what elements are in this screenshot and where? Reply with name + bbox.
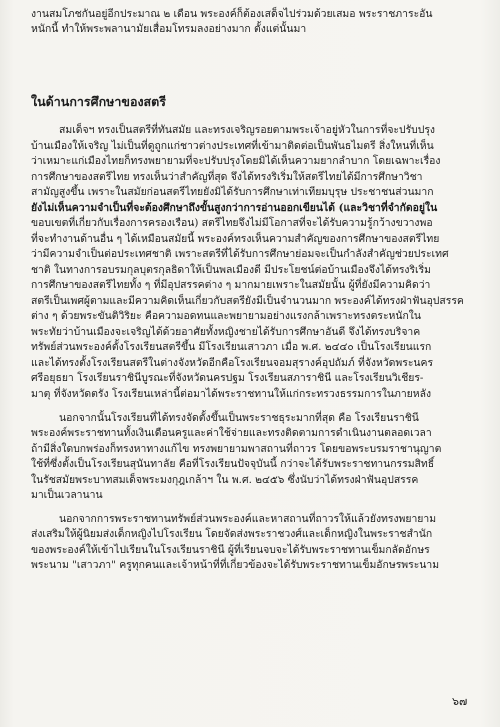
text-line: ศรีอยุธยา โรงเรียนราชินีบูรณะที่จังหวัดนครปฐม โรงเรียนสภาราชินี และโรงเรียนวิเชียร- [31, 372, 424, 384]
text-line: ทรัพย์ส่วนพระองค์ตั้งโรงเรียนสตรีขึ้น มีโรงเรียนเสาวภา เมื่อ พ.ศ. ๒๔๔๐ เป็นโรงเรียนแรก [31, 341, 432, 353]
text-line: ใช้ที่ซึ่งตั้งเป็นโรงเรียนสุนันทาลัย คือที่โรงเรียนปัจจุบันนี้ กว่าจะได้รับพระราชทานกรรมสิทธิ์ [31, 458, 435, 470]
text-line: สามัญสูงขึ้น เพราะในสมัยก่อนสตรีไทยยังมิได้รับการศึกษาเท่าเทียมบุรุษ ประชาชนส่วนมาก [31, 186, 434, 198]
text-line: สมเด็จฯ ทรงเป็นสตรีที่ทันสมัย และทรงเจริญรอยตามพระเจ้าอยู่หัวในการที่จะปรับปรุง [59, 124, 436, 136]
text-line: ที่จะทำงานด้านอื่น ๆ ได้เหมือนสมัยนี้ พระองค์ทรงเห็นความสำคัญของการศึกษาของสตรีไทย [31, 233, 440, 245]
text-line: บ้านเมืองให้เจริญ ไม่เป็นที่ดูถูกแก่ชาวต่างประเทศที่เข้ามาติดต่อเป็นพันธไมตรี สิ่งใหนที่เห็น [31, 140, 434, 152]
text-line: พระทัยว่าบ้านเมืองจะเจริญได้ด้วยอาศัยทั้งหญิงชายได้รับการศึกษาอันดี จึงได้ทรงบริจาค [31, 326, 421, 338]
text-line: ว่าเหมาะแก่เมืองไทยก็ทรงพยายามที่จะปรับปรุงโดยมิได้เห็นความยากลำบาก โดยเฉพาะเรื่อง [31, 155, 441, 167]
text-line: นอกจากนั้นโรงเรียนที่ได้ทรงจัดตั้งขึ้นเป็นพระราชธุระมากที่สุด คือ โรงเรียนราชินี [59, 412, 419, 424]
text-line: ว่ามีความจำเป็นต่อประเทศชาติ เพราะสตรีที่ได้รับการศึกษาย่อมจะเป็นกำลังสำคัญช่วยประเทศ [31, 248, 449, 260]
text-line: การศึกษาของสตรีไทย ทรงเห็นว่าสำคัญที่สุด จึงได้ทรงริเริ่มให้สตรีไทยได้มีการศึกษาวิชา [31, 171, 423, 183]
section-heading: ในด้านการศึกษาของสตรี [31, 94, 167, 109]
text-line: การศึกษาของสตรีไทยทั้ง ๆ ที่มีอุปสรรคต่าง ๆ มากมายเพราะในสมัยนั้น ผู้ที่ยังมีความคิดว่า [31, 279, 431, 291]
text-line: มาเป็นเวลานาน [31, 489, 103, 501]
text-line: และได้ทรงตั้งโรงเรียนสตรีในต่างจังหวัดอีกคือโรงเรียนจอมสุรางค์อุปถัมภ์ ที่จังหวัดพระนคร [31, 357, 434, 369]
text-line: ขอบเขตที่เกี่ยวกับเรื่องการครองเรือน) สตรีไทยจึงไม่มีโอกาสที่จะได้รับความรู้กว้างขวางพอ [31, 217, 433, 229]
text-line: ในรัชสมัยพระบาทสมเด็จพระมงกุฎเกล้าฯ ใน พ.ศ. ๒๔๕๖ ซึ่งนับว่าได้ทรงฝ่าฟันอุปสรรค [31, 474, 419, 486]
text-line: ชาติ ในทางการอบรมกุลบุตรกุลธิดาให้เป็นพลเมืองดี มีประโยชน์ต่อบ้านเมืองจึงได้ทรงริเริ่ม [31, 264, 432, 276]
text-line: นอกจากการพระราชทานทรัพย์ส่วนพระองค์และหาสถานที่ถาวรให้แล้วยังทรงพยายาม [59, 513, 437, 525]
text-line: ยังไม่เห็นความจำเป็นที่จะต้องศึกษาถึงขั้นสูงกว่าการอ่านออกเขียนได้ (และวิชาที่จำกัดอยู่ใน [31, 202, 438, 214]
text-line: พระองค์พระราชทานทั้งเงินเดือนครูและค่าใช้จ่ายและทรงติดตามการดำเนินงานตลอดเวลา [31, 427, 432, 439]
text-line: ต่าง ๆ ด้วยพระขันติวิริยะ คือความอดทนและพยายามอย่างแรงกล้าเพราะทรงตระหนักใน [31, 310, 421, 322]
text-line: ของพระองค์ให้เข้าไปเรียนในโรงเรียนราชินี ผู้ที่เรียนจบจะได้รับพระราชทานเข็มกลัดอักษร [31, 544, 430, 556]
text-line: มาตุ ที่จังหวัดตรัง โรงเรียนเหล่านี้ต่อมาได้พระราชทานให้แก่กระทรวงธรรมการในภายหลัง [31, 388, 432, 400]
text-line: งานสมโภชกันอยู่อีกประมาณ ๒ เดือน พระองค์ก็ต้องเสด็จไปร่วมด้วยเสมอ พระราชภาระอัน [31, 8, 433, 20]
text-line: ส่งเสริมให้ผู้นิยมส่งเด็กหญิงไปโรงเรียน โดยจัดส่งพระราชวงศ์และเด็กหญิงในพระราชสำนัก [31, 528, 433, 540]
text-line: สตรีเป็นเพศผู้ตามและมีความคิดเห็นเกี่ยวกับสตรียังมีเป็นจำนวนมาก พระองค์ได้ทรงฝ่าฟันอุปสรรค [31, 295, 464, 307]
text-line: หนักนี้ ทำให้พระพลานามัยเสื่อมโทรมลงอย่างมาก ตั้งแต่นั้นมา [31, 23, 307, 35]
page-number: ๖๗ [452, 695, 468, 708]
text-line: พระนาม "เสาวภา" ครูทุกคนและเจ้าหน้าที่ที่เกี่ยวข้องจะได้รับพระราชทานเข็มอักษรพระนาม [31, 559, 440, 571]
text-line: ถ้ามีสิ่งใดบกพร่องก็ทรงหาทางแก้ไข ทรงพยายามพาสถานที่ถาวร โดยขอพระบรมราชานุญาต [31, 443, 442, 455]
